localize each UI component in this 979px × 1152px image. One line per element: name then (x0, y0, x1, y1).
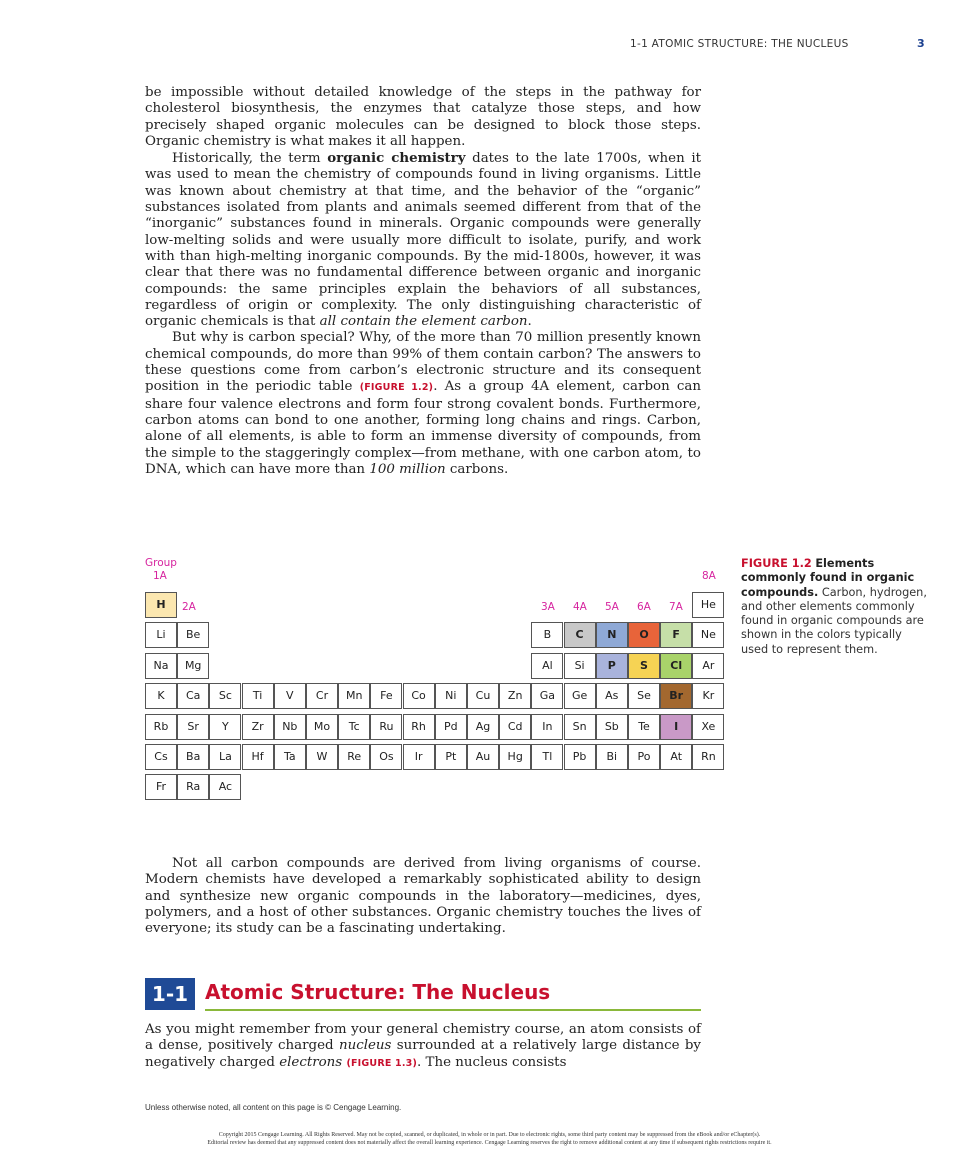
element-mg: Mg (177, 653, 209, 679)
element-he: He (692, 592, 724, 618)
group-4a: 4A (573, 601, 587, 613)
element-cu: Cu (467, 683, 499, 709)
section-heading (145, 978, 701, 1012)
element-be: Be (177, 622, 209, 648)
element-ar: Ar (692, 653, 724, 679)
element-ag: Ag (467, 714, 499, 740)
element-pt: Pt (435, 744, 467, 770)
group-1a: 1A (153, 570, 167, 582)
element-rh: Rh (403, 714, 435, 740)
element-kr: Kr (692, 683, 724, 709)
element-te: Te (628, 714, 660, 740)
element-i: I (660, 714, 692, 740)
element-na: Na (145, 653, 177, 679)
group-5a: 5A (605, 601, 619, 613)
page-number: 3 (917, 37, 925, 50)
element-sn: Sn (564, 714, 596, 740)
element-rn: Rn (692, 744, 724, 770)
element-nb: Nb (274, 714, 306, 740)
element-ru: Ru (370, 714, 402, 740)
element-ne: Ne (692, 622, 724, 648)
section-title: Atomic Structure: The Nucleus (205, 980, 551, 1004)
element-cd: Cd (499, 714, 531, 740)
element-os: Os (370, 744, 402, 770)
element-rb: Rb (145, 714, 177, 740)
element-ge: Ge (564, 683, 596, 709)
element-hg: Hg (499, 744, 531, 770)
group-2a: 2A (182, 601, 196, 613)
element-c: C (564, 622, 596, 648)
element-s: S (628, 653, 660, 679)
element-pb: Pb (564, 744, 596, 770)
element-ra: Ra (177, 774, 209, 800)
element-la: La (209, 744, 241, 770)
element-al: Al (531, 653, 563, 679)
element-at: At (660, 744, 692, 770)
element-ti: Ti (242, 683, 274, 709)
element-ca: Ca (177, 683, 209, 709)
element-cs: Cs (145, 744, 177, 770)
section-rule (205, 1009, 701, 1011)
element-in: In (531, 714, 563, 740)
element-zr: Zr (242, 714, 274, 740)
figure-reference-1-3[interactable]: (FIGURE 1.3) (346, 1057, 418, 1069)
running-title: 1-1 ATOMIC STRUCTURE: THE NUCLEUS (630, 38, 849, 50)
element-tl: Tl (531, 744, 563, 770)
element-tc: Tc (338, 714, 370, 740)
element-p: P (596, 653, 628, 679)
caption-number: FIGURE 1.2 (741, 557, 812, 570)
element-xe: Xe (692, 714, 724, 740)
element-bi: Bi (596, 744, 628, 770)
section-number: 1-1 (145, 978, 195, 1010)
element-ba: Ba (177, 744, 209, 770)
caption-title: Elements commonly found in organic compounds. (741, 557, 915, 599)
periodic-table-figure (145, 557, 735, 822)
element-n: N (596, 622, 628, 648)
body-column-bottom (145, 1022, 701, 1072)
element-h: H (145, 592, 177, 618)
element-w: W (306, 744, 338, 770)
element-cl: Cl (660, 653, 692, 679)
body-column-top (145, 85, 701, 478)
content-note: Unless otherwise noted, all content on this page is © Cengage Learning. (145, 1103, 402, 1112)
element-mn: Mn (338, 683, 370, 709)
element-mo: Mo (306, 714, 338, 740)
element-b: B (531, 622, 563, 648)
element-f: F (660, 622, 692, 648)
element-se: Se (628, 683, 660, 709)
group-3a: 3A (541, 601, 555, 613)
element-ni: Ni (435, 683, 467, 709)
paragraph-2: Historically, the term organic chemistry dates to the late 1700s, when it was used to mean the chemistry of compounds found in living organisms. Little was known about chemistry at that time, and the behavior of the “organic” substances isolated from plants and animals seemed different from that of the “inorganic” substances found in minerals. Organic compounds were generally low-melting solids and were usually more difficult to isolate, purify, and work with than high-melting inorganic compounds. By the mid-1800s, however, it was clear that there was no fundamental difference between organic and inorganic compounds: the same principles explain the behaviors of all substances, regardless of origin or complexity. The only distinguishing characteristic of organic chemicals is that all contain the element carbon. (145, 150, 702, 330)
element-ac: Ac (209, 774, 241, 800)
element-br: Br (660, 683, 692, 709)
element-sc: Sc (209, 683, 241, 709)
term-organic-chemistry: organic chemistry (327, 150, 466, 167)
paragraph-1: be impossible without detailed knowledge of the steps in the pathway for cholesterol biosynthesis, the enzymes that catalyze those steps, and how precisely shaped organic molecules can be designed to block those steps. Organic chemistry is what makes it all happen. (145, 85, 701, 149)
element-fr: Fr (145, 774, 177, 800)
paragraph-4: Not all carbon compounds are derived from living organisms of course. Modern chemists have developed a remarkably sophisticated ability to design and synthesize new organic compounds in the laboratory—medicines, dyes, polymers, and a host of other substances. Organic chemistry touches the lives of everyone; its study can be a fascinating undertaking. (145, 856, 701, 937)
caption-text: Carbon, hydrogen, and other elements commonly found in organic compounds are shown in the colors typically used to represent them. (741, 585, 927, 656)
element-o: O (628, 622, 660, 648)
element-au: Au (467, 744, 499, 770)
element-y: Y (209, 714, 241, 740)
element-k: K (145, 683, 177, 709)
element-ta: Ta (274, 744, 306, 770)
element-fe: Fe (370, 683, 402, 709)
body-column-middle (145, 856, 701, 937)
element-zn: Zn (499, 683, 531, 709)
figure-caption (741, 557, 931, 657)
element-v: V (274, 683, 306, 709)
group-label: Group (145, 557, 177, 569)
element-sb: Sb (596, 714, 628, 740)
copyright-notice: Copyright 2015 Cengage Learning. All Rights Reserved. May not be copied, scanned, or duplicated, in whole or in part. Due to electronic rights, some third party content may be suppressed from the eBook and/or eChapter(s). Editorial review has deemed that any suppressed content does not materially affect the overall learning experience. Cengage Learning reserves the right to remove additional content at any time if subsequent rights restrictions require it. (207, 1132, 772, 1146)
element-po: Po (628, 744, 660, 770)
element-co: Co (403, 683, 435, 709)
element-hf: Hf (242, 744, 274, 770)
group-7a: 7A (669, 601, 683, 613)
element-ga: Ga (531, 683, 563, 709)
element-cr: Cr (306, 683, 338, 709)
element-as: As (596, 683, 628, 709)
group-6a: 6A (637, 601, 651, 613)
group-8a: 8A (702, 570, 716, 582)
paragraph-3: But why is carbon special? Why, of the more than 70 million presently known chemical compounds, do more than 99% of them contain carbon? The answers to these questions come from carbon’s electronic structure and its consequent position in the periodic table (FIGURE 1.2). As a group 4A element, carbon can share four valence electrons and form four strong covalent bonds. Furthermore, carbon atoms can bond to one another, forming long chains and rings. Carbon, alone of all elements, is able to form an immense diversity of compounds, from the simple to the staggeringly complex—from methane, with one carbon atom, to DNA, which can have more than 100 million carbons. (145, 330, 702, 477)
element-re: Re (338, 744, 370, 770)
element-sr: Sr (177, 714, 209, 740)
running-header (630, 38, 930, 50)
paragraph-5: As you might remember from your general chemistry course, an atom consists of a dense, positively charged nucleus surrounded at a relatively large distance by negatively charged electrons (FIGURE 1.3). The nucleus consists (145, 1022, 701, 1070)
element-li: Li (145, 622, 177, 648)
element-pd: Pd (435, 714, 467, 740)
element-si: Si (564, 653, 596, 679)
element-ir: Ir (403, 744, 435, 770)
figure-reference[interactable]: (FIGURE 1.2) (359, 382, 434, 394)
